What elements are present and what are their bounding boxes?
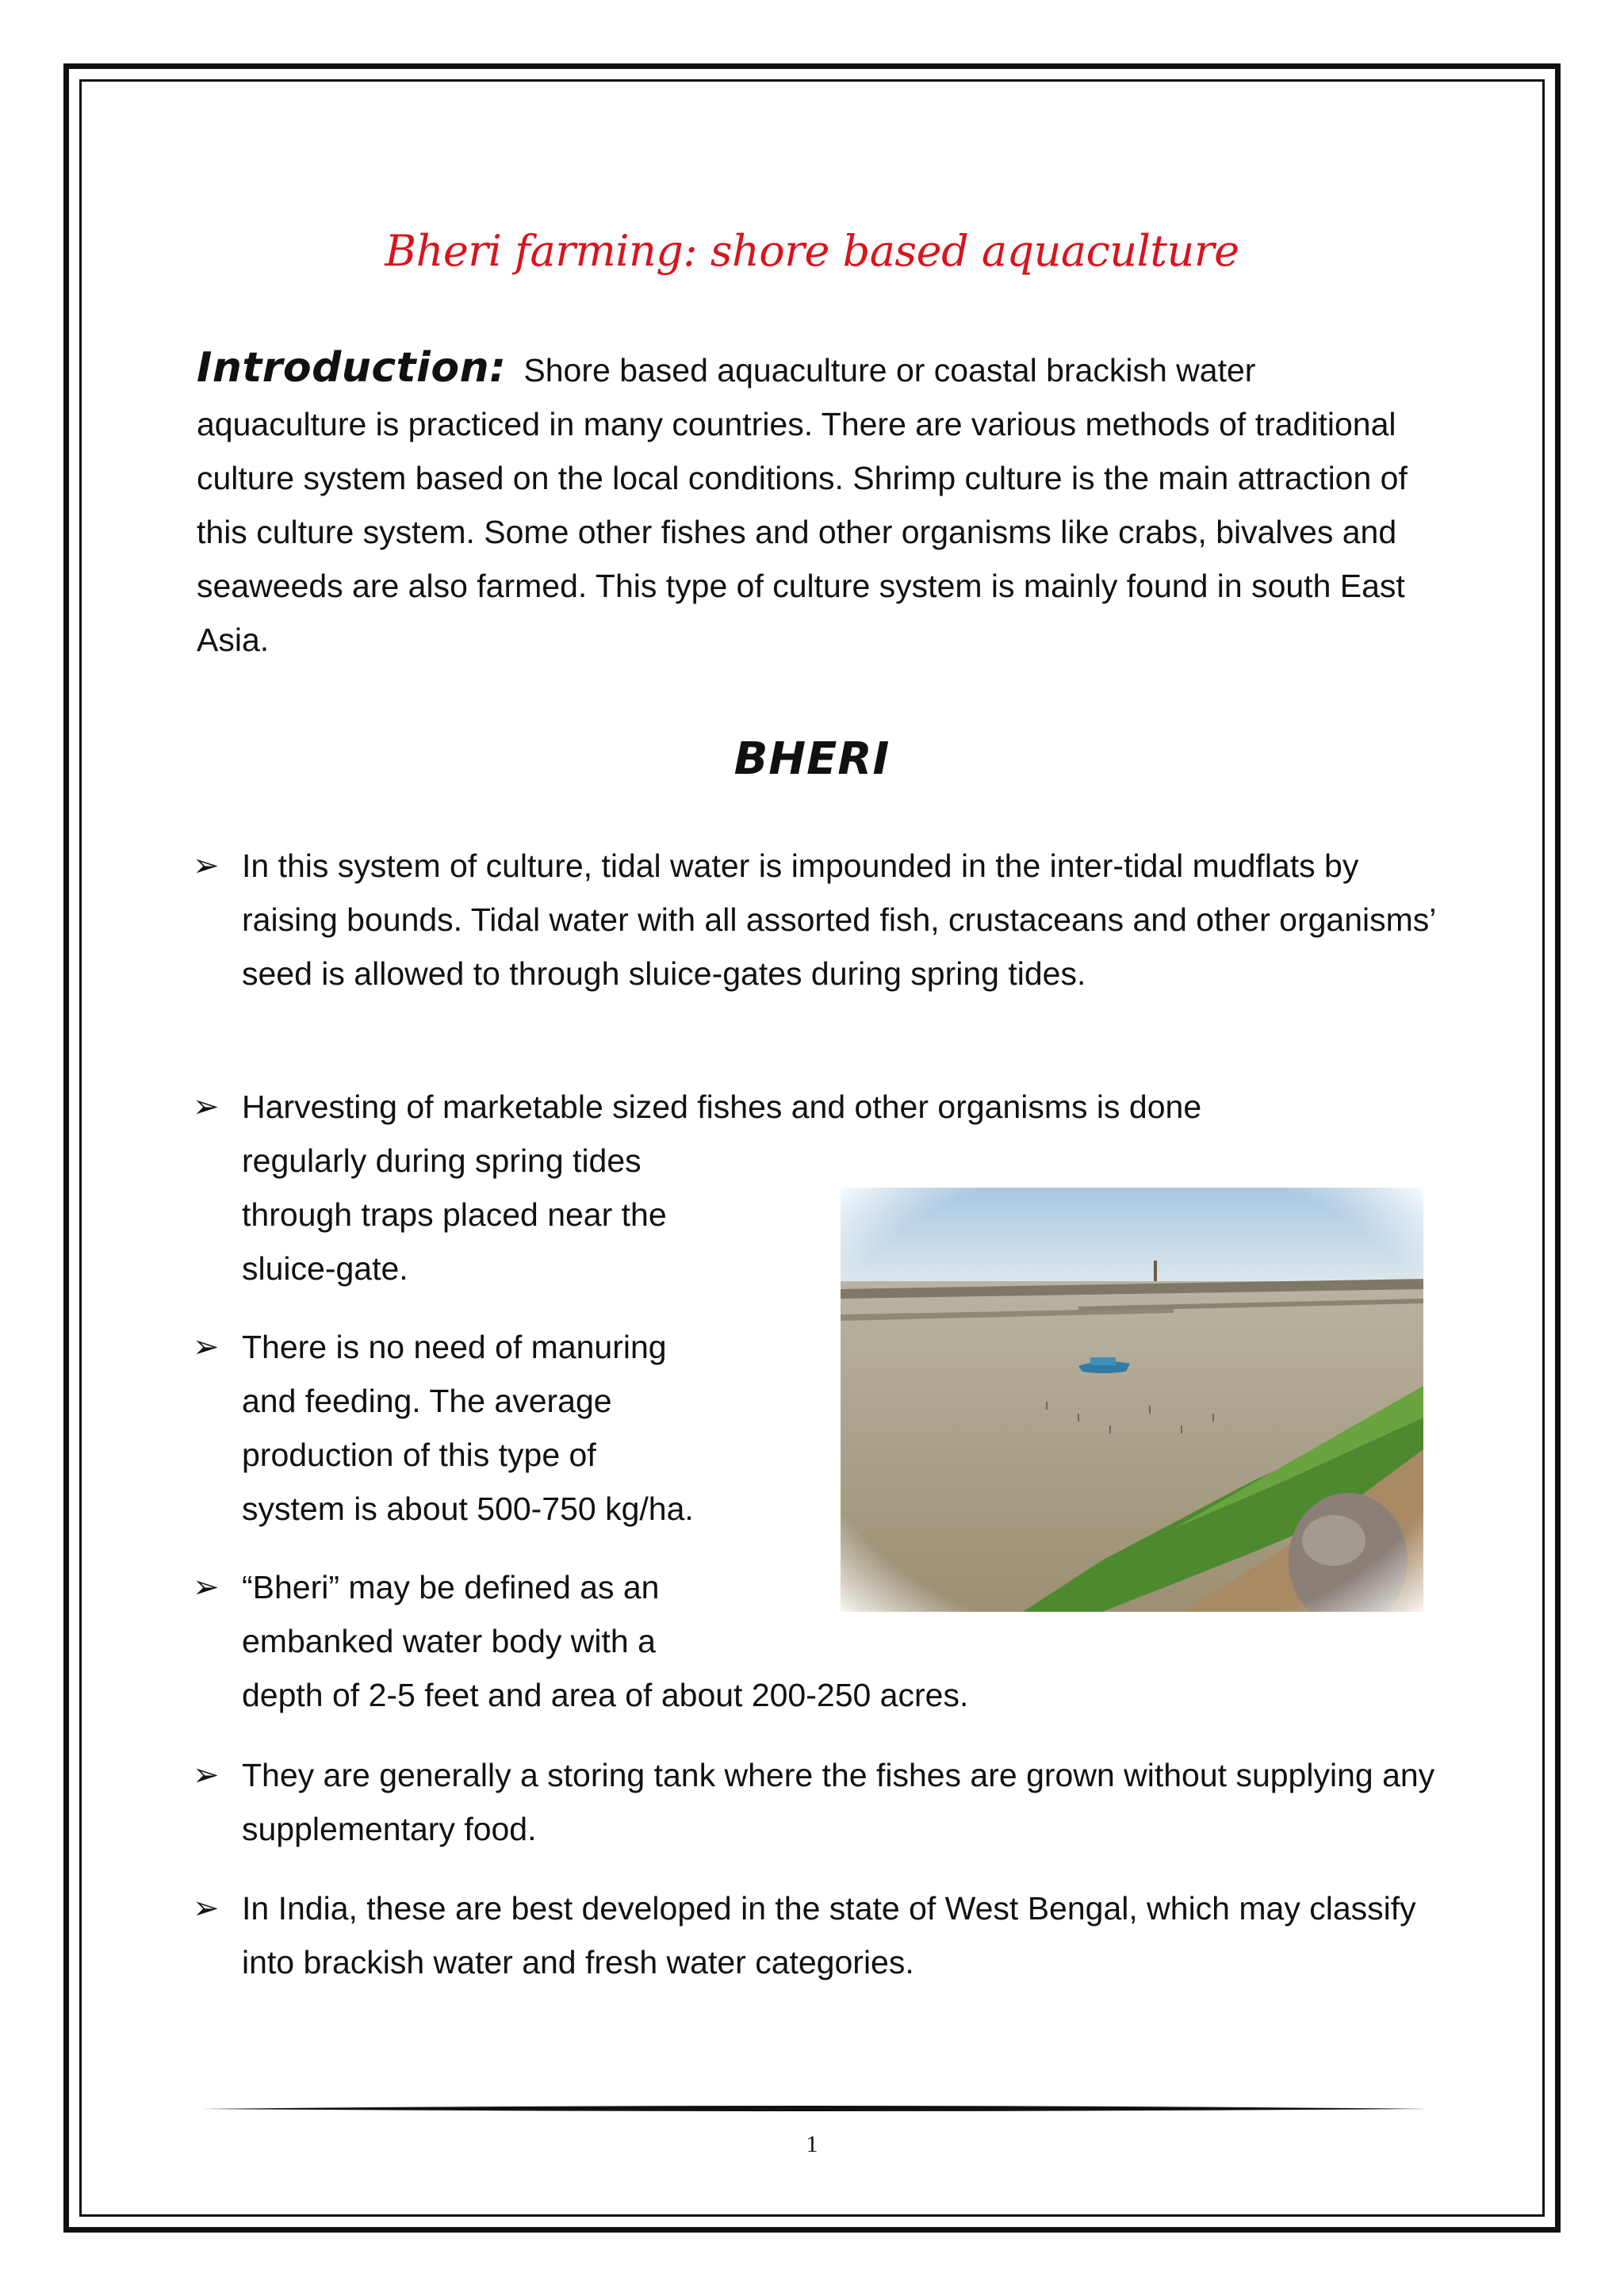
bullet-text: In this system of culture, tidal water is impounded in the inter-tidal mudflats by raising bounds. Tidal water with all assorted fish, crustaceans and other organisms’ seed is allowed to through sluice-gates during spring tides. xyxy=(242,848,1435,992)
bullet-item xyxy=(193,1748,1447,1856)
arrow-bullet-icon: ➢ xyxy=(193,1089,220,1124)
arrow-bullet-icon: ➢ xyxy=(193,1891,220,1926)
bullet-line: embanked water body with a xyxy=(242,1623,656,1659)
bullet-line: regularly during spring tides xyxy=(242,1142,642,1179)
arrow-bullet-icon: ➢ xyxy=(193,1758,220,1793)
bullet-line: There is no need of manuring xyxy=(242,1329,667,1365)
introduction-text: Shore based aquaculture or coastal brackish water aquaculture is practiced in many countries. There are various methods of traditional culture system based on the local conditions. Shrimp culture is the main attraction of this culture system. Some other fishes and other organisms like crabs, bivalves and seaweeds are also farmed. This type of culture system is mainly found in south East Asia. xyxy=(197,352,1408,658)
bullet-text: In India, these are best developed in the state of West Bengal, which may classify into brackish water and fresh water categories. xyxy=(242,1890,1416,1980)
arrow-bullet-icon: ➢ xyxy=(193,848,220,883)
bheri-pond-photo xyxy=(841,1188,1423,1612)
bullet-line: depth of 2-5 feet and area of about 200-250 acres. xyxy=(242,1677,969,1713)
document-title: Bheri farming: shore based aquaculture xyxy=(385,226,1239,276)
bullet-item xyxy=(193,1320,781,1536)
bheri-heading: BHERI xyxy=(733,733,891,785)
bullet-item xyxy=(193,839,1447,1001)
introduction-heading: Introduction: xyxy=(197,344,507,392)
footer-rule xyxy=(198,2104,1427,2114)
arrow-bullet-icon: ➢ xyxy=(193,1570,220,1605)
bullet-line: Harvesting of marketable sized fishes and other organisms is done xyxy=(242,1089,1202,1125)
page-number: 1 xyxy=(806,2131,818,2157)
bullet-line: and feeding. The average xyxy=(242,1383,612,1419)
bullet-line: sluice-gate. xyxy=(242,1250,408,1287)
bullet-line: “Bheri” may be defined as an xyxy=(242,1569,660,1605)
introduction-paragraph xyxy=(197,341,1434,667)
arrow-bullet-icon: ➢ xyxy=(193,1330,220,1364)
bullet-line: production of this type of xyxy=(242,1437,596,1473)
bullet-line: through traps placed near the xyxy=(242,1196,667,1233)
bullet-line: system is about 500-750 kg/ha. xyxy=(242,1490,694,1527)
bullet-item xyxy=(193,1881,1447,1989)
bullet-text: They are generally a storing tank where the fishes are grown without supplying any supplementary food. xyxy=(242,1757,1435,1847)
